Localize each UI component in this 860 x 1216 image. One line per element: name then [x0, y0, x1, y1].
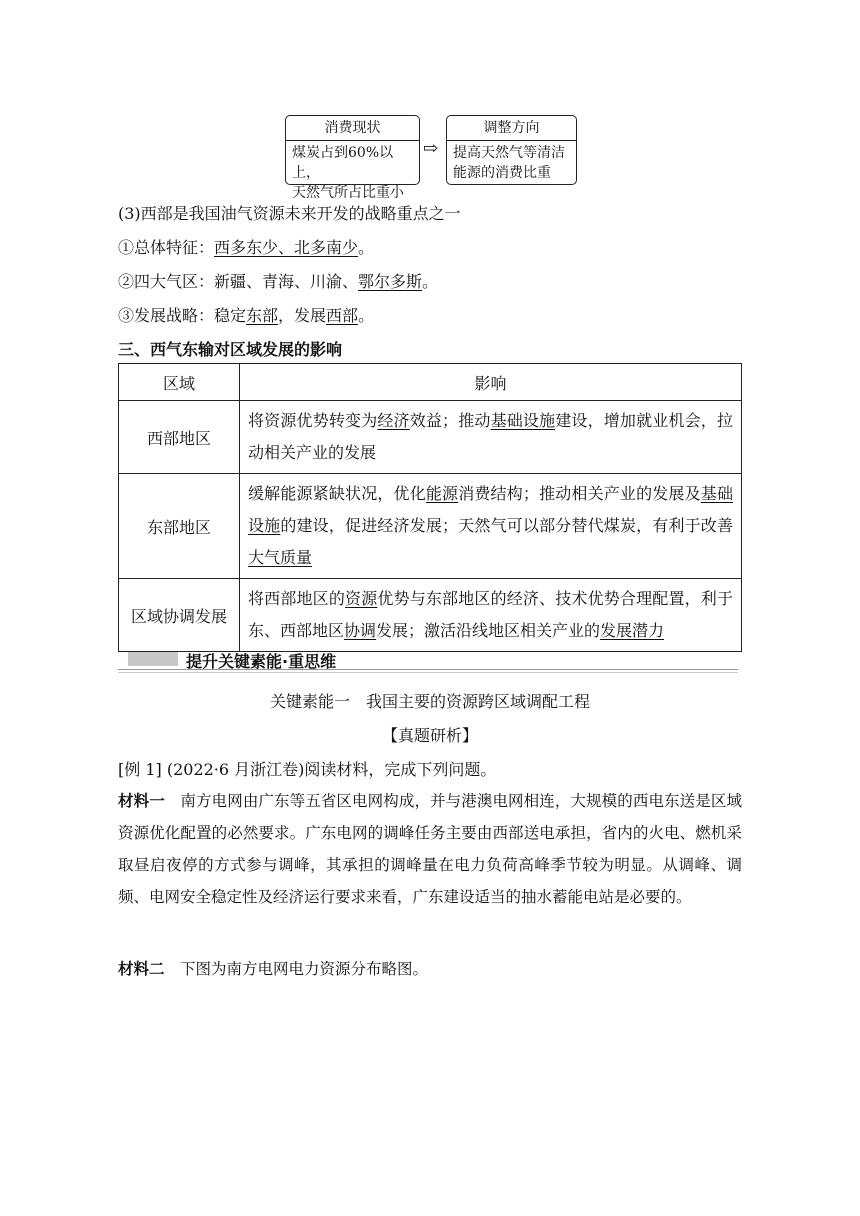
overall-feature-line: [118, 235, 374, 258]
row3-text-a: 将西部地区的: [248, 589, 346, 608]
strategy-line: [118, 303, 374, 326]
right-arrow-icon: ⇨: [423, 138, 439, 159]
gas-regions-answer: 鄂尔多斯: [358, 272, 423, 291]
table-header-row: [119, 364, 742, 401]
row-region-coordination: 区域协调发展: [119, 579, 240, 652]
row3-answer-1: 资源: [345, 589, 378, 608]
row2-answer-1: 能源: [425, 484, 459, 503]
overall-feature-answer: 西多东少、北多南少: [214, 238, 359, 257]
table-header-region: 区域: [119, 364, 240, 401]
adjustment-direction-line-1: 提高天然气等清洁: [453, 145, 565, 161]
material-1-text: 南方电网由广东等五省区电网构成，并与港澳电网相连，大规模的西电东送是区域资源优化配置的必然要求。广东电网的调峰任务主要由西部送电承担，省内的火电、燃机采取昼启夜停的方式参与调峰，其承担的调峰量在电力负荷高峰季节较为明显。从调峰、调频、电网安全稳定性及经济运行要求来看，广东建设适当的抽水蓄能电站是必要的。: [118, 792, 742, 906]
row2-text-b: 消费结构；推动相关产业的发展及: [458, 484, 701, 503]
row1-answer-2: 基础设施: [490, 411, 556, 430]
adjustment-direction-body: [447, 141, 576, 185]
adjustment-direction-box: [446, 115, 577, 185]
table-header-impact: 影响: [240, 364, 742, 401]
table-row: [119, 579, 742, 652]
current-consumption-line-2: 天然气所占比重小: [292, 185, 404, 201]
row3-answer-2: 协调: [344, 621, 377, 640]
gas-regions-suffix: 。: [422, 272, 439, 291]
strategy-prefix: ③发展战略：稳定: [118, 306, 247, 325]
section-bar-rule: [118, 669, 738, 670]
section-bar-block: [128, 652, 178, 666]
material-2-text: 下图为南方电网电力资源分布略图。: [164, 960, 429, 978]
row-impact-east: [240, 474, 742, 579]
section-3-title: (3)西部是我国油气资源未来开发的战略重点之一: [118, 204, 461, 223]
row3-text-b: 优势与东部地区的经济、技术优势合理配置，利于东、西部地区: [248, 589, 733, 640]
strategy-answer-west: 西部: [326, 306, 359, 325]
adjustment-direction-line-2: 能源的消费比重: [453, 165, 551, 181]
impact-table: [118, 363, 742, 652]
table-row: [119, 474, 742, 579]
study-title: 【真题研析】: [381, 726, 478, 745]
row3-text-c: 发展；激活沿线地区相关产业的: [376, 621, 601, 640]
row-impact-coordination: [240, 579, 742, 652]
row2-text-c: 的建设，促进经济发展；天然气可以部分替代煤炭，有利于改善: [280, 516, 733, 535]
strategy-mid: ，发展: [278, 306, 327, 325]
row2-answer-2: 基础设施: [248, 484, 733, 535]
row2-text-a: 缓解能源紧缺状况，优化: [248, 484, 426, 503]
current-consumption-box: [285, 115, 420, 201]
section-bar: [118, 650, 738, 670]
row2-answer-3: 大气质量: [248, 548, 313, 567]
adjustment-direction-title: 调整方向: [447, 116, 576, 141]
current-consumption-line-1: 煤炭占到60%以上，: [292, 145, 394, 181]
gas-regions-prefix: ②四大气区：新疆、青海、川渝、: [118, 272, 359, 291]
overall-feature-prefix: ①总体特征：: [118, 238, 215, 257]
key-competency-title: 关键素能一 我国主要的资源跨区域调配工程: [269, 692, 590, 711]
row-region-east: 东部地区: [119, 474, 240, 579]
section-bar-rule-secondary: [118, 672, 738, 673]
strategy-suffix: 。: [358, 306, 375, 325]
row1-answer-1: 经济: [377, 411, 410, 430]
row1-text-b: 效益；推动: [409, 411, 491, 430]
current-consumption-title: 消费现状: [286, 116, 419, 141]
material-1-label: 材料一: [118, 792, 165, 810]
row3-answer-3: 发展潜力: [600, 621, 665, 640]
gas-regions-line: [118, 269, 438, 292]
row1-text-c: 建设，增加就业机会，拉动相关产业的发展: [248, 411, 733, 462]
example-line: [例 1] (2022·6 月浙江卷)阅读材料，完成下列问题。: [118, 760, 497, 779]
current-consumption-body: [286, 141, 419, 205]
row1-text-a: 将资源优势转变为: [248, 411, 378, 430]
strategy-answer-east: 东部: [246, 306, 279, 325]
section-heading-3: 三、西气东输对区域发展的影响: [118, 340, 343, 359]
material-2-label: 材料二: [118, 960, 165, 978]
section-bar-label: 提升关键素能·重思维: [186, 652, 337, 671]
overall-feature-suffix: 。: [358, 238, 375, 257]
row-impact-west: [240, 401, 742, 474]
material-2-paragraph: [118, 953, 742, 985]
material-1-paragraph: [118, 785, 742, 913]
table-row: [119, 401, 742, 474]
row-region-west: 西部地区: [119, 401, 240, 474]
